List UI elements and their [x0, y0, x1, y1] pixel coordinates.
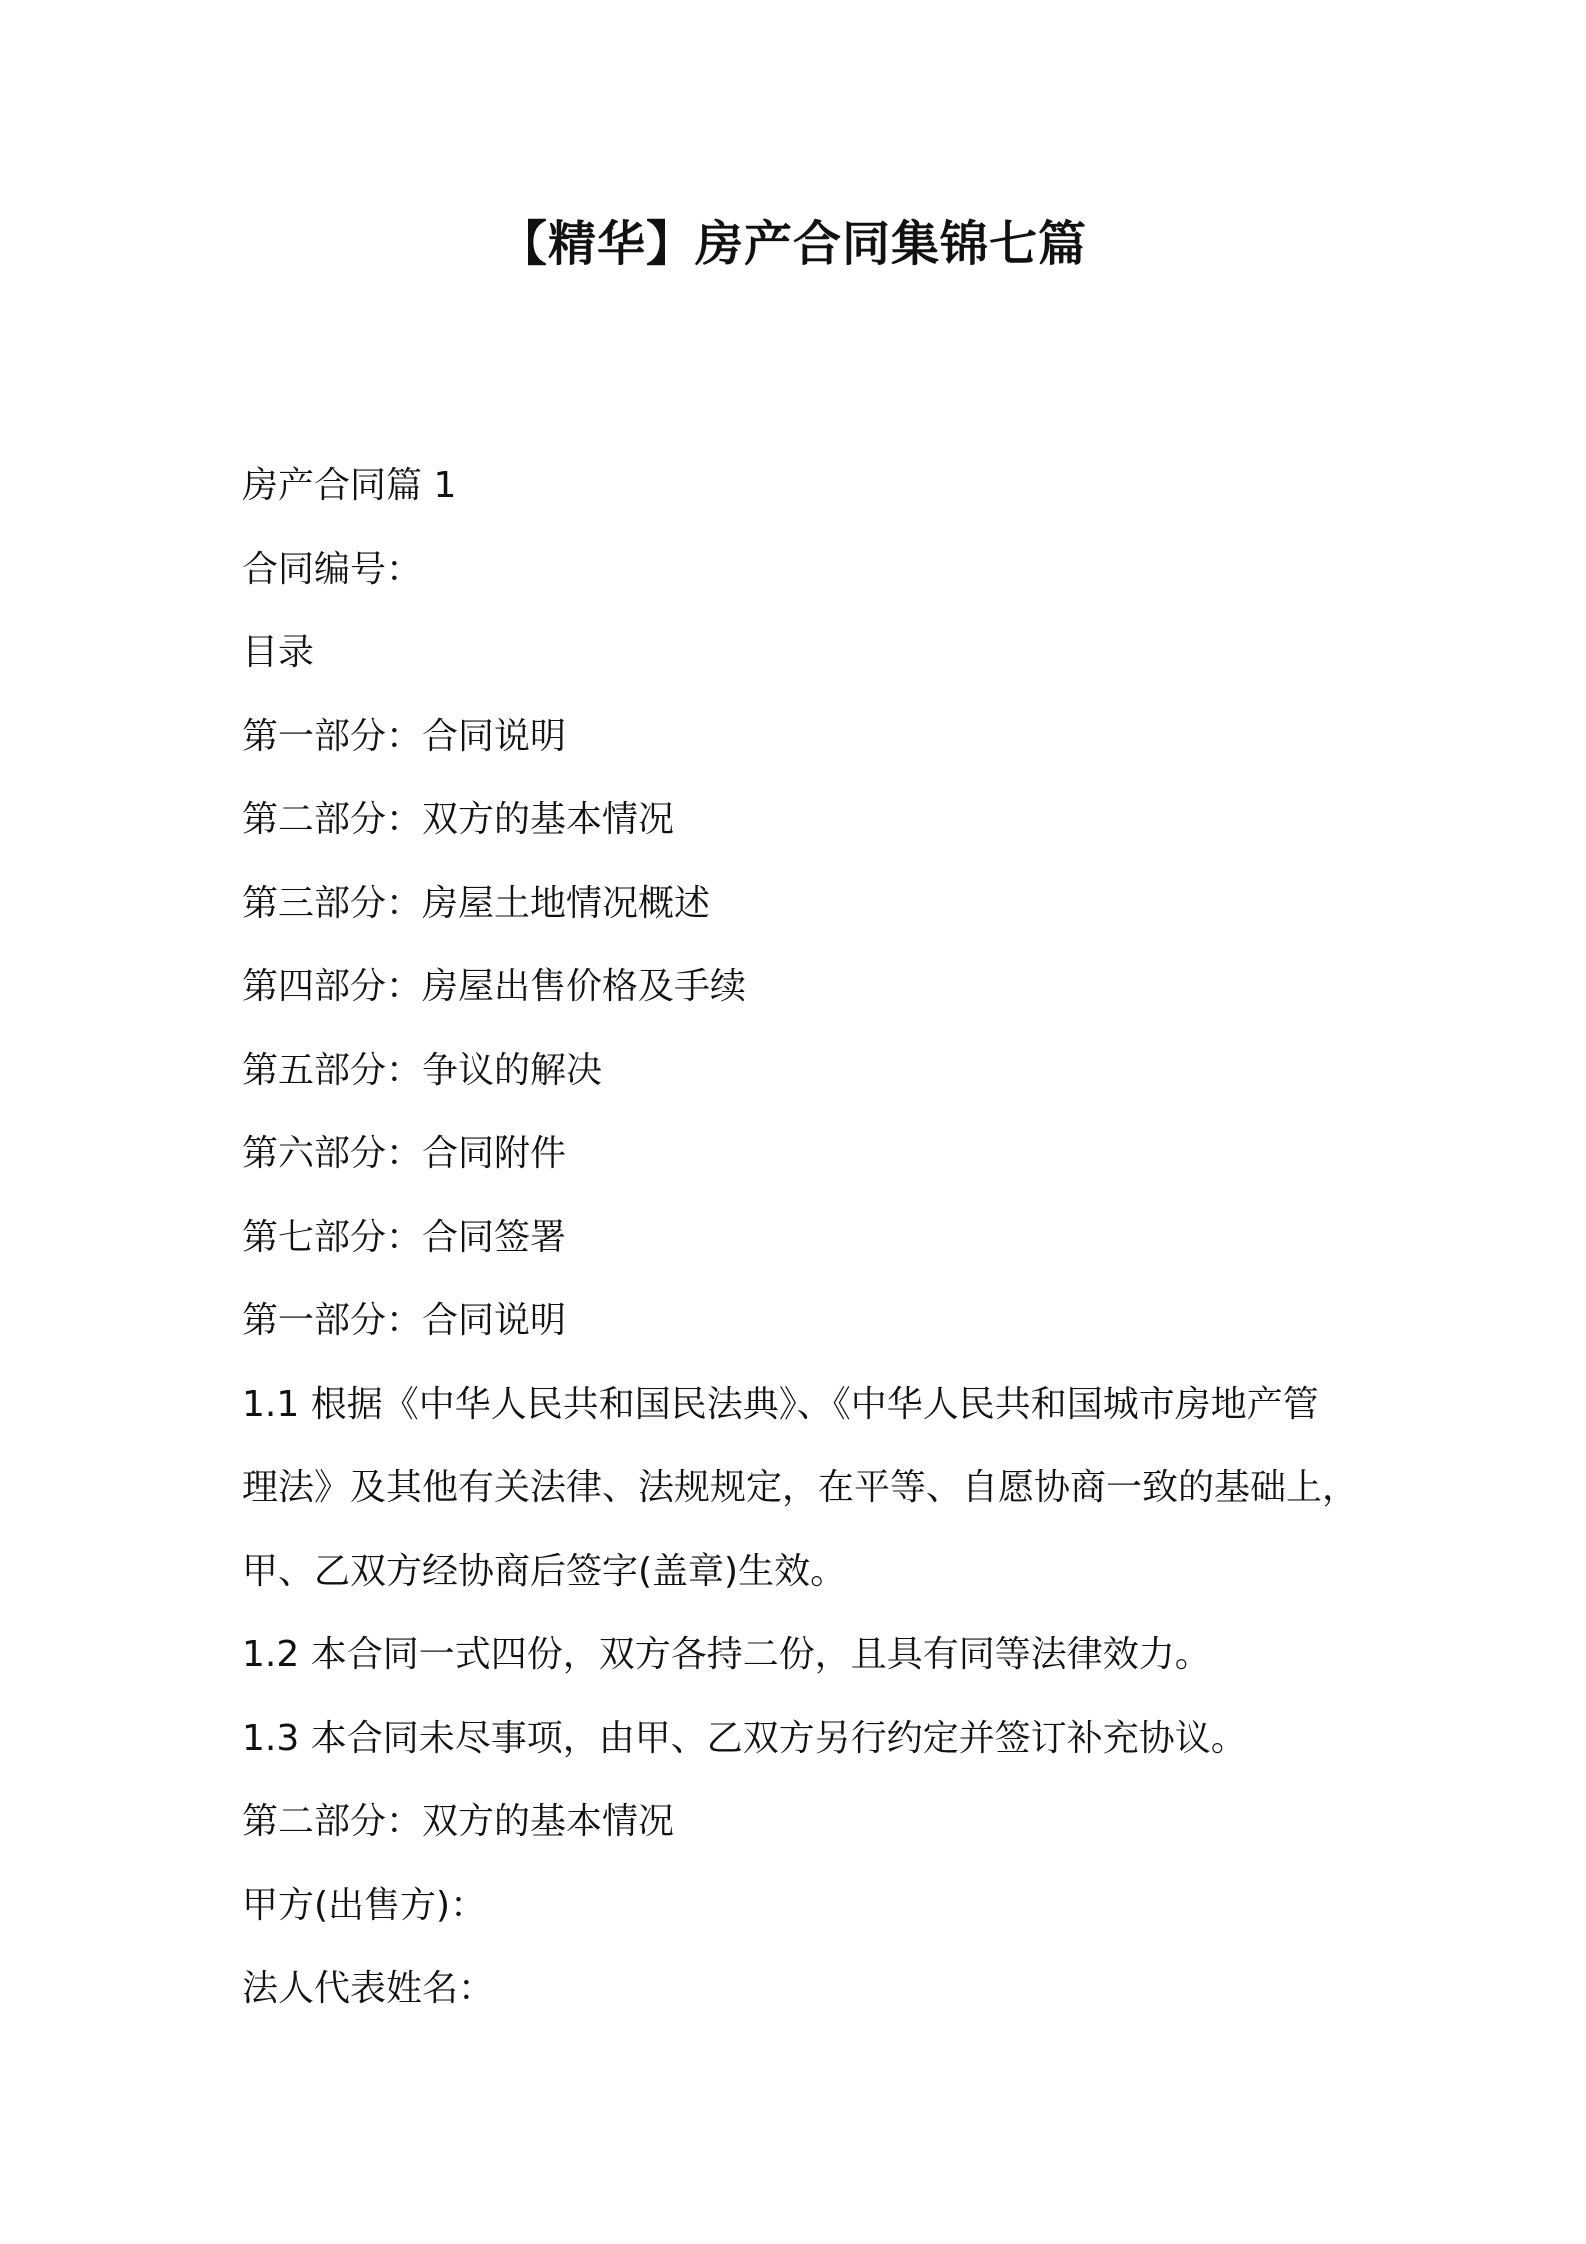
toc-heading: 目录: [242, 632, 315, 673]
clause-text: 甲、乙双方经协商后签字(盖章)生效。: [242, 1550, 847, 1592]
clause-text: 1.1 根据《中华人民共和国民法典》、《中华人民共和国城市房地产管: [242, 1383, 1319, 1425]
part-heading: 第一部分：合同说明: [242, 1300, 567, 1341]
party-a-label: 甲方(出售方)：: [242, 1884, 487, 1926]
section-heading: 房产合同篇 1: [242, 465, 457, 506]
clause-text: 理法》及其他有关法律、法规规定，在平等、自愿协商一致的基础上，: [242, 1467, 1359, 1508]
toc-item: 第四部分：房屋出售价格及手续: [242, 966, 747, 1007]
legal-rep-label: 法人代表姓名：: [242, 1968, 495, 2009]
toc-item: 第六部分：合同附件: [242, 1133, 567, 1174]
document-title: 【精华】房产合同集锦七篇: [498, 216, 1087, 272]
toc-item: 第一部分：合同说明: [242, 715, 567, 757]
document-body: [242, 444, 1362, 2031]
toc-item: 第五部分：争议的解决: [242, 1049, 603, 1091]
clause-text: 1.3 本合同未尽事项，由甲、乙双方另行约定并签订补充协议。: [242, 1717, 1247, 1759]
contract-number-label: 合同编号：: [242, 548, 423, 590]
clause-text: 1.2 本合同一式四份，双方各持二份，且具有同等法律效力。: [242, 1634, 1211, 1675]
toc-item: 第二部分：双方的基本情况: [242, 799, 675, 840]
part-heading: 第二部分：双方的基本情况: [242, 1801, 675, 1842]
toc-item: 第三部分：房屋土地情况概述: [242, 882, 711, 924]
toc-item: 第七部分：合同签署: [242, 1216, 567, 1258]
